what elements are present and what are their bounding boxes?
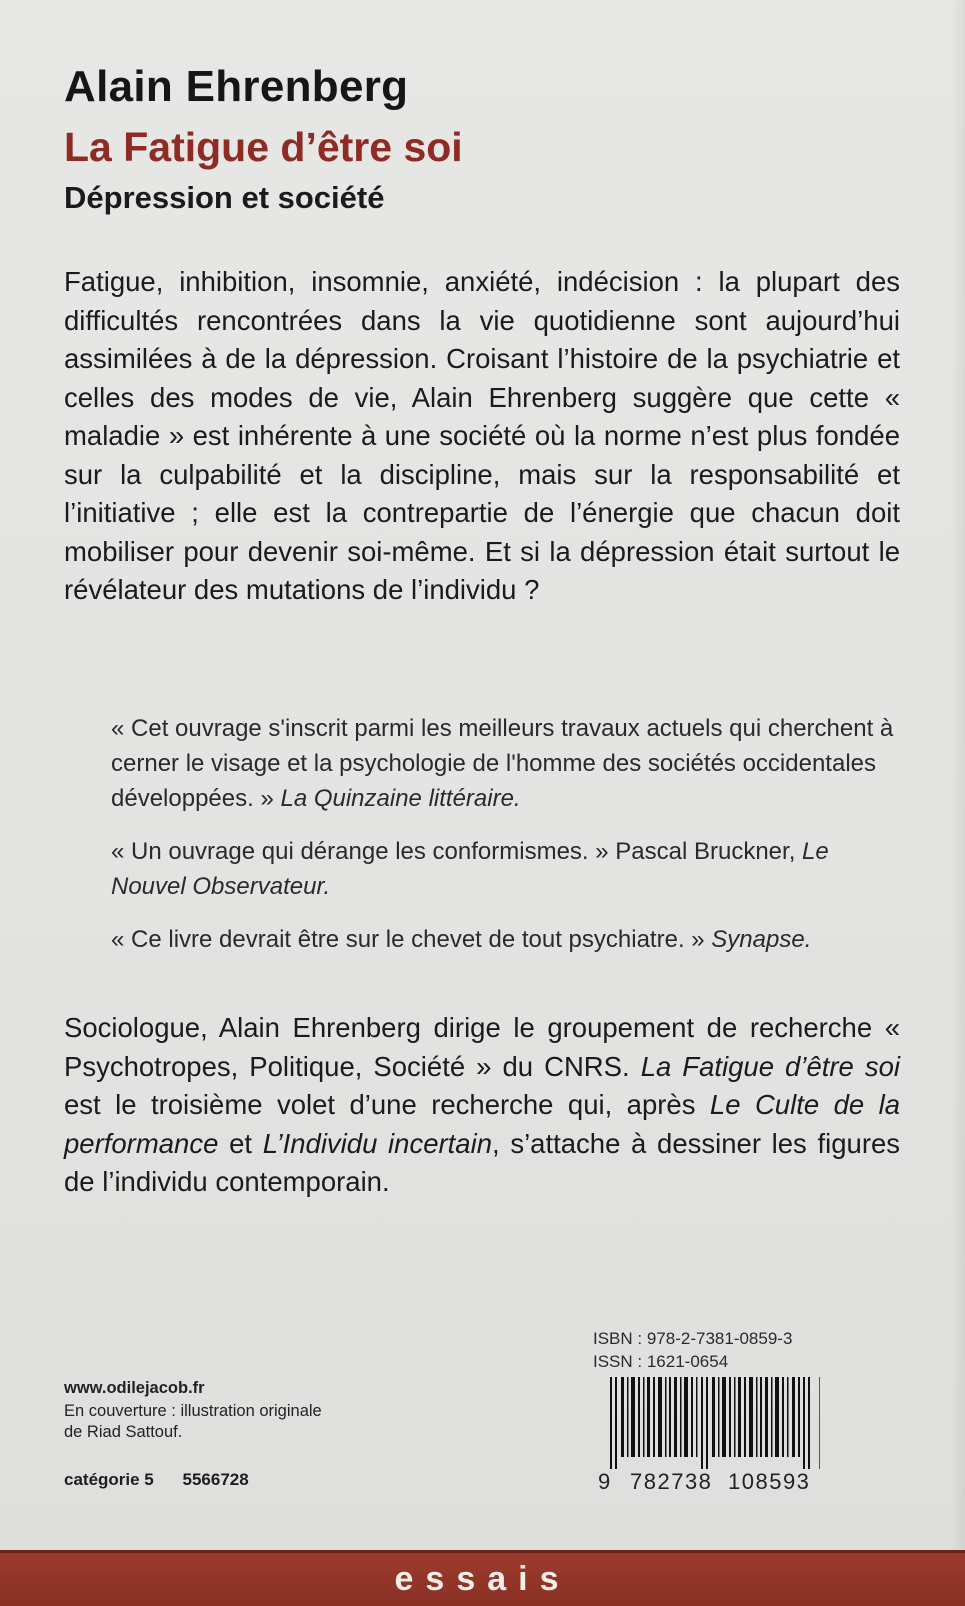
publisher-website: www.odilejacob.fr <box>64 1379 205 1397</box>
blurb-paragraph: Fatigue, inhibition, insomnie, anxiété, indécision : la plupart des difficultés rencontrées dans la vie quotidienne sont aujourd’hui assimilées à de la dépression. Croisant l’histoire de la psychiatrie et celles des modes de vie, Alain Ehrenberg suggère que cette « maladie » est inhérente à une société où la norme n’est plus fondée sur la culpabilité et la discipline, mais sur la responsabilité et l’initiative ; elle est la contrepartie de l’énergie que chacun doit mobiliser pour devenir soi-même. Et si la dépression était surtout le révélateur des mutations de l’individu ? <box>64 266 900 605</box>
press-quote <box>111 922 901 957</box>
bio-text: et <box>229 1127 253 1159</box>
quote-source: La Quinzaine littéraire. <box>280 785 521 812</box>
press-quote <box>111 711 901 816</box>
identifier-block <box>593 1327 792 1373</box>
quote-source: Synapse. <box>711 926 812 953</box>
cover-credit-line2: de Riad Sattouf. <box>64 1423 183 1441</box>
barcode-digits-left: 782738 <box>630 1469 713 1494</box>
author-bio <box>64 1009 900 1202</box>
category-label: catégorie 5 <box>64 1470 154 1489</box>
barcode-first-digit: 9 <box>598 1469 611 1494</box>
press-quotes <box>111 711 901 975</box>
bio-book-title: La Fatigue d’être soi <box>640 1050 901 1082</box>
blurb <box>64 263 900 610</box>
issn-text: ISSN : 1621-0654 <box>593 1352 729 1371</box>
barcode-digits-right: 108593 <box>728 1469 811 1494</box>
bio-book-title: Le Culte de la performance <box>64 1089 901 1159</box>
quote-text: « Cet ouvrage s'inscrit parmi les meilleurs travaux actuels qui cherchent à cerner le visage et la psychologie de l'homme des sociétés occidentales développées. » <box>111 715 894 812</box>
cover-edge-shadow <box>951 0 965 1555</box>
cover-credit-line1: En couverture : illustration originale <box>64 1402 322 1420</box>
quote-author: Pascal Bruckner, <box>615 838 796 865</box>
book-subtitle: Dépression et société <box>64 180 385 215</box>
quote-source: Le Nouvel Observateur. <box>111 838 829 900</box>
quote-text: « Ce livre devrait être sur le chevet de tout psychiatre. » <box>111 926 705 953</box>
product-code: 5566728 <box>182 1470 249 1489</box>
bio-text: Sociologue, Alain Ehrenberg dirige le groupement de recherche « Psychotropes, Politique, Société » du CNRS. <box>64 1012 900 1082</box>
isbn-text: ISBN : 978-2-7381-0859-3 <box>593 1329 793 1348</box>
bio-text: est le troisième volet d’une recherche qui, après <box>64 1089 696 1120</box>
bio-book-title: L’Individu incertain <box>262 1127 492 1159</box>
bio-text: , s’attache à dessiner les figures de l’individu contemporain. <box>64 1127 901 1197</box>
publisher-info <box>64 1378 364 1443</box>
quote-text: « Un ouvrage qui dérange les conformismes. » <box>111 838 609 865</box>
bio-paragraph <box>64 1009 900 1202</box>
barcode <box>588 1375 834 1497</box>
series-label: essais <box>394 1560 571 1598</box>
category-row <box>64 1470 249 1490</box>
book-title: La Fatigue d’être soi <box>64 124 463 170</box>
barcode-bars <box>588 1375 834 1471</box>
author-name: Alain Ehrenberg <box>64 62 409 111</box>
press-quote <box>111 834 901 904</box>
